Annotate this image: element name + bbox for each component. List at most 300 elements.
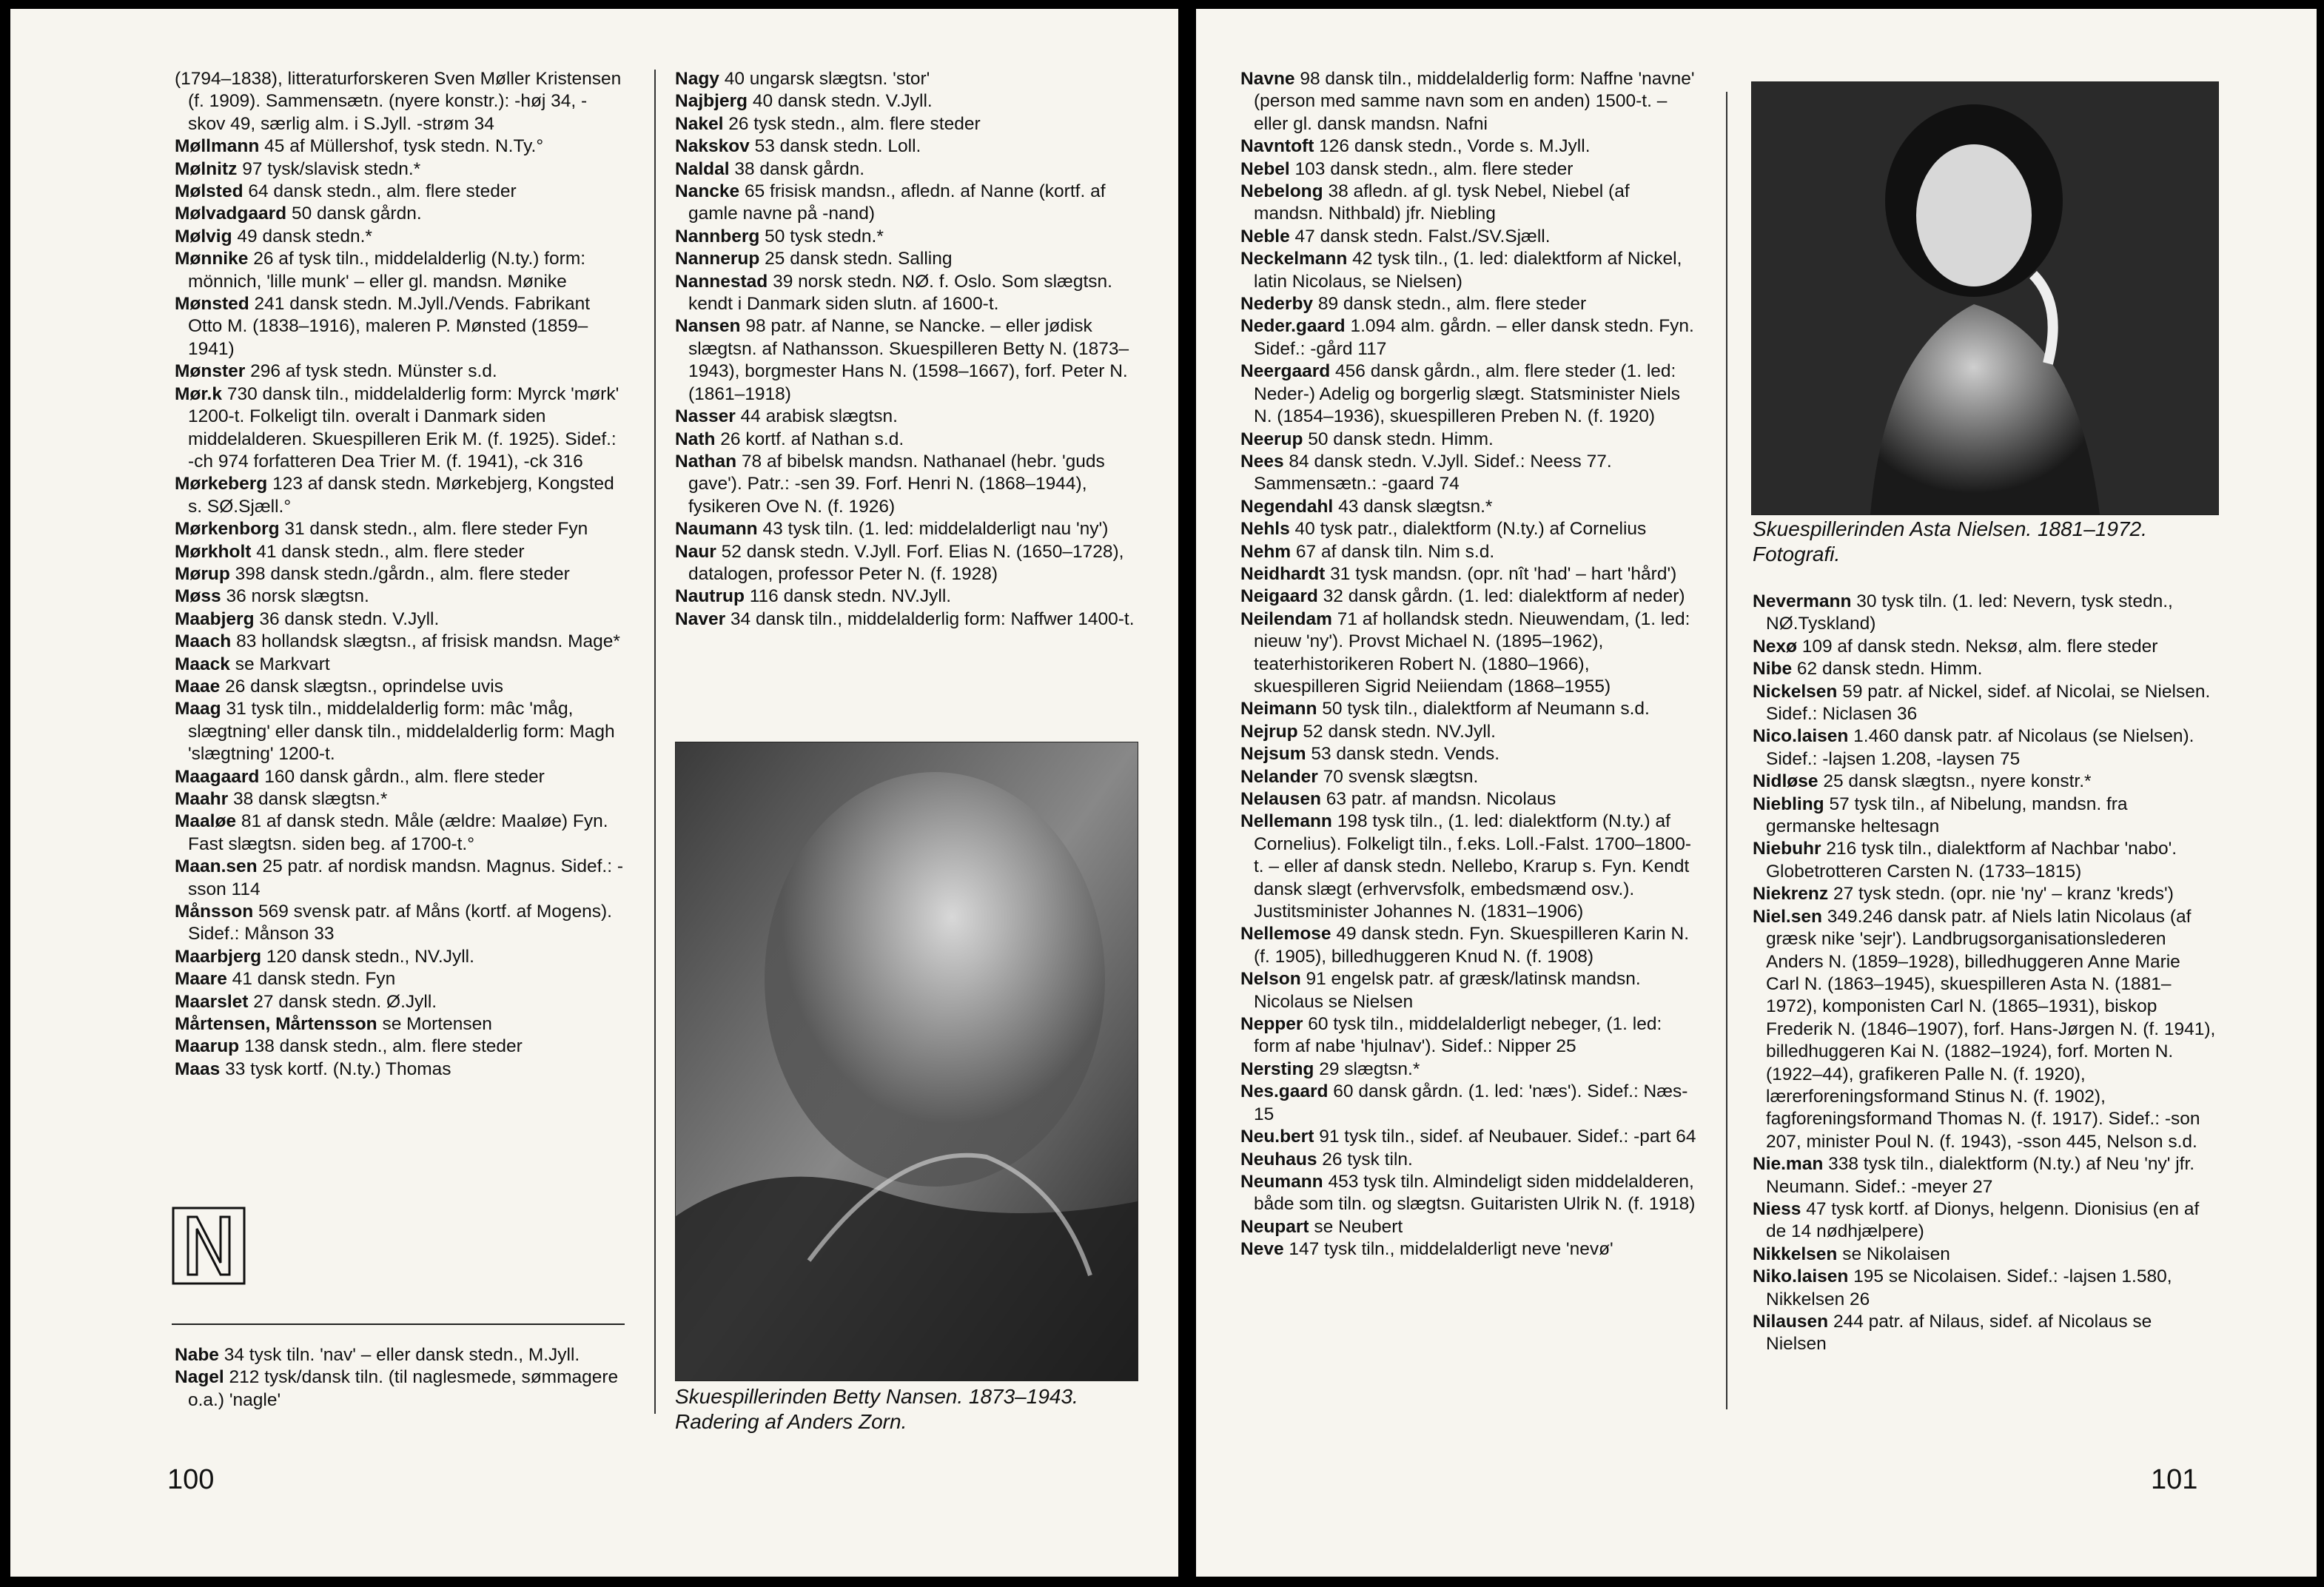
caption-betty-nansen: Skuespillerinden Betty Nansen. 1873–1943. Radering af Anders Zorn. (675, 1385, 1078, 1433)
entry (1240, 743, 1699, 765)
entry-text: 41 dansk stedn., alm. flere steder (256, 541, 525, 562)
entry-text: 216 tysk tiln., dialektform af Nachbar 'nabo'. Globetrotteren Carsten N. (1733–1815) (1766, 839, 2177, 882)
entry-headword: Navne (1240, 69, 1295, 89)
entry-headword: Neumann (1240, 1171, 1323, 1192)
entry-text: 26 af tysk tiln., middelalderlig (N.ty.) form: mönnich, 'lille munk' – eller gl. mandsn. Mønike (188, 249, 586, 292)
entry-headword: Nilausen (1753, 1312, 1829, 1332)
entry-text: 40 ungarsk slægtsn. 'stor' (724, 69, 930, 89)
left-column-2 (675, 68, 1138, 631)
entry-text: se Mortensen (382, 1014, 492, 1035)
entry-headword: Nersting (1240, 1058, 1314, 1079)
entry (1240, 68, 1699, 135)
entry-text: 147 tysk tiln., middelalderligt neve 'nevø' (1289, 1239, 1613, 1260)
entry (175, 248, 623, 293)
entry (1753, 883, 2216, 905)
entry (1240, 788, 1699, 811)
entry (675, 68, 1138, 90)
entry-text: 160 dansk gårdn., alm. flere steder (264, 766, 545, 787)
entry-headword: Nico.laisen (1753, 726, 1849, 747)
entry-headword: Nibe (1753, 659, 1793, 680)
column-separator-right (1726, 92, 1727, 1409)
entry (1240, 563, 1699, 586)
entry (175, 181, 623, 203)
entry-text: 57 tysk tiln., af Nibelung, mandsn. fra germanske heltesagn (1766, 794, 2128, 837)
entry-headword: Møss (175, 586, 221, 607)
entry-text: 45 af Müllershof, tysk stedn. N.Ty.° (264, 136, 544, 157)
entry-text: 25 patr. af nordisk mandsn. Magnus. Sidef.: -sson 114 (188, 856, 624, 899)
entry-text: 34 dansk tiln., middelalderlig form: Naffwer 1400-t. (730, 608, 1135, 629)
entry-headword: Mølvig (175, 226, 232, 246)
entry-text: 39 norsk stedn. NØ. f. Oslo. Som slægtsn. kendt i Danmark siden slutn. af 1600-t. (688, 271, 1112, 315)
entry-headword: Najbjerg (675, 91, 748, 112)
entry (175, 586, 623, 608)
entry (1240, 248, 1699, 293)
entry-text: 47 dansk stedn. Falst./SV.Sjæll. (1294, 226, 1551, 246)
entry-headword: Neidhardt (1240, 563, 1326, 584)
entry-text: 1.460 dansk patr. af Nicolaus (se Nielsen). Sidef.: -lajsen 1.208, -laysen 75 (1766, 726, 2194, 769)
entry-headword: Nederby (1240, 294, 1314, 315)
entry-headword: Neilendam (1240, 608, 1332, 629)
entry (175, 1344, 623, 1366)
entry-text: 36 norsk slægtsn. (226, 586, 369, 607)
entry (675, 541, 1138, 586)
entry-text: 32 dansk gårdn. (1. led: dialektform af neder) (1323, 586, 1685, 607)
entry-headword: Naldal (675, 158, 730, 179)
entry-headword: Nidløse (1753, 771, 1818, 792)
entry-text: 730 dansk tiln., middelalderlig form: Myrck 'mørk' 1200-t. Folkeligt tiln. overalt i Danmark siden middelalderen. Skuespilleren Erik M. (f. 1925). Sidef.: -ch 974 forfatteren Dea Trier M. (f. 1941), -ck 316 (188, 383, 619, 472)
entry-text: 98 dansk tiln., middelalderlig form: Naffne 'navne' (person med samme navn som en anden) 1500-t. – eller gl. dansk mandsn. Nafni (1254, 69, 1695, 134)
entry-text: 64 dansk stedn., alm. flere steder (248, 181, 517, 202)
entry (175, 811, 623, 856)
entry-headword: Nees (1240, 451, 1284, 472)
entry-text: 30 tysk tiln. (1. led: Nevern, tysk stedn., NØ.Tyskland) (1766, 591, 2173, 634)
entry-text: 71 af hollandsk stedn. Nieuwendam, (1. led: nieuw 'ny'). Provst Michael N. (1895–1962), teaterhistorikeren Robert N. (1880–1966), skuespilleren Sigrid Neiiendam (1868–1955) (1254, 608, 1690, 697)
entry-headword: Nakskov (675, 136, 750, 157)
entry-headword: Nathan (675, 451, 737, 472)
entry (1240, 429, 1699, 451)
entry-text: 244 patr. af Nilaus, sidef. af Nicolaus se Nielsen (1766, 1312, 2152, 1355)
entry-headword: Nagy (675, 69, 719, 89)
entry-headword: Nelson (1240, 969, 1301, 990)
entry-headword: Niebling (1753, 794, 1824, 814)
entry-text: 89 dansk stedn., alm. flere steder (1317, 294, 1587, 315)
entry-text: 52 dansk stedn. V.Jyll. Forf. Elias N. (1650–1728), datalogen, professor Peter N. (f. 1928) (688, 541, 1124, 584)
entry-text: 84 dansk stedn. V.Jyll. Sidef.: Neess 77. Sammensætn.: -gaard 74 (1254, 451, 1612, 494)
entry-text: 33 tysk kortf. (N.ty.) Thomas (225, 1058, 451, 1079)
entry-headword: Mørkenborg (175, 519, 280, 540)
entry-headword: Mølvadgaard (175, 204, 287, 224)
entry-text: 38 dansk gårdn. (734, 158, 865, 179)
entry-headword: Maan.sen (175, 856, 258, 877)
entry (675, 608, 1138, 631)
entry-headword: Nelander (1240, 766, 1318, 787)
page-number-left: 100 (167, 1464, 215, 1495)
entry-text: 31 dansk stedn., alm. flere steder Fyn (284, 519, 588, 540)
entry-text: 43 tysk tiln. (1. led: middelalderligt nau 'ny') (762, 519, 1109, 540)
entry (675, 451, 1138, 518)
entry (1753, 771, 2216, 793)
entry-headword: Niebuhr (1753, 839, 1821, 859)
entry (175, 676, 623, 698)
entry (175, 1058, 623, 1081)
entry-text: 53 dansk stedn. Vends. (1311, 744, 1500, 765)
entry (175, 541, 623, 563)
entry (1753, 1266, 2216, 1311)
entry (1753, 636, 2216, 658)
entry-text: 97 tysk/slavisk stedn.* (242, 158, 421, 179)
entry-headword: Maack (175, 654, 230, 674)
entry (1240, 158, 1699, 181)
entry-text: 453 tysk tiln. Almindeligt siden middelalderen, både som tiln. og slægtsn. Guitaristen Ulrik N. (f. 1918) (1254, 1171, 1696, 1215)
entry-headword: Naver (675, 608, 726, 629)
entry (1240, 1238, 1699, 1261)
entry-text: 78 af bibelsk mandsn. Nathanael (hebr. 'guds gave'). Patr.: -sen 39. Forf. Henri N. (1868–1944), fysikeren Ove N. (f. 1926) (688, 451, 1105, 517)
entry-text: 60 dansk gårdn. (1. led: 'næs'). Sidef.: Næs- 15 (1254, 1081, 1688, 1124)
entry-text: 569 svensk patr. af Måns (kortf. af Mogens). Sidef.: Månson 33 (188, 902, 612, 945)
entry-headword: Maahr (175, 789, 229, 809)
entry (1240, 518, 1699, 540)
entry (175, 360, 623, 383)
entry-headword: Nehls (1240, 519, 1290, 540)
entry-headword: Nepper (1240, 1014, 1303, 1035)
letter-divider (172, 1323, 625, 1325)
entry (675, 158, 1138, 181)
entry-text: 50 dansk stedn. Himm. (1308, 429, 1494, 449)
entry-headword: Niekrenz (1753, 884, 1829, 905)
entry (1240, 1149, 1699, 1171)
entry (1240, 360, 1699, 428)
entry-headword: Neupart (1240, 1216, 1309, 1237)
entry-headword: Naur (675, 541, 716, 562)
entry-headword: Neble (1240, 226, 1290, 246)
entry-text: 1.094 alm. gårdn. – eller dansk stedn. Fyn. Sidef.: -gård 117 (1254, 316, 1694, 359)
entry-text: 116 dansk stedn. NV.Jyll. (749, 586, 952, 607)
entry-headword: Nikkelsen (1753, 1244, 1838, 1264)
entry-text: se Nikolaisen (1842, 1244, 1950, 1264)
entry-headword: Nebelong (1240, 181, 1323, 202)
entry-text: 53 dansk stedn. Loll. (754, 136, 921, 157)
entry (675, 429, 1138, 451)
entry (1753, 906, 2216, 1153)
entry-headword: Maarbjerg (175, 946, 262, 967)
entry-headword: Nannestad (675, 271, 768, 292)
entry-headword: Nath (675, 429, 716, 449)
entry (175, 518, 623, 540)
entry-text: 49 dansk stedn.* (237, 226, 372, 246)
entry-headword: Niko.laisen (1753, 1266, 1849, 1287)
entry (1240, 135, 1699, 158)
entry-text: 63 patr. af mandsn. Nicolaus (1326, 789, 1556, 809)
entry (175, 901, 623, 946)
entry-text: 338 tysk tiln., dialektform (N.ty.) af Neu 'ny' jfr. Neumann. Sidef.: -meyer 27 (1766, 1154, 2195, 1197)
entry-text: 349.246 dansk patr. af Niels latin Nicolaus (af græsk nike 'sejr'). Landbrugsorganisationslederen Anders N. (1859–1928), billedhuggeren Anne Marie Carl N. (1863–1945), skuespilleren Asta N. (1881–1972), komponisten Carl N. (1865–1931), biskop Frederik N. (1846–1907), forf. Hans-Jørgen N. (f. 1941), billedhuggeren Kai N. (1882–1924), forf. Morten N. (1922–44), grafikeren Palle N. (f. 1920), lærerforeningsformand Stinus N. (f. 1902), fagforeningsformand Thomas N. (f. 1917). Sidef.: -son 207, minister Poul N. (f. 1943), -sson 445, Nelson s.d. (1766, 906, 2216, 1152)
entry-text: 103 dansk stedn., alm. flere steder (1294, 158, 1574, 179)
entry (175, 226, 623, 248)
entry-headword: Mørkeberg (175, 474, 268, 494)
entry (1240, 293, 1699, 315)
entry-headword: Maag (175, 699, 221, 719)
entry (1753, 658, 2216, 680)
entry-text: 120 dansk stedn., NV.Jyll. (266, 946, 474, 967)
entry-text: 40 dansk stedn. V.Jyll. (752, 91, 933, 112)
entry-headword: Neuhaus (1240, 1149, 1317, 1170)
entry (675, 271, 1138, 316)
left-column-1-bottom (175, 1344, 623, 1412)
entry-headword: Maarslet (175, 991, 249, 1012)
entry (675, 135, 1138, 158)
entry-text: 91 tysk tiln., sidef. af Neubauer. Sidef.: -part 64 (1319, 1127, 1696, 1147)
entry-text: 241 dansk stedn. M.Jyll./Vends. Fabrikant Otto M. (1838–1916), maleren P. Mønsted (1859–1941) (188, 294, 591, 359)
entry-headword: Nasser (675, 406, 736, 427)
left-column-1 (175, 68, 623, 1081)
entry (175, 991, 623, 1013)
page-number-right: 101 (2151, 1464, 2198, 1495)
entry (175, 766, 623, 788)
entry (1240, 698, 1699, 720)
column-separator (654, 70, 656, 1414)
entry (1240, 541, 1699, 563)
entry (175, 203, 623, 225)
entry-text: 42 tysk tiln., (1. led: dialektform af Nickel, latin Nicolaus, se Nielsen) (1254, 249, 1682, 292)
entry-text: 38 afledn. af gl. tysk Nebel, Niebel (af mandsn. Nithbald) jfr. Niebling (1254, 181, 1630, 224)
entry-headword: Nejrup (1240, 721, 1298, 742)
entry (675, 315, 1138, 406)
entry (175, 856, 623, 901)
entry-text: 138 dansk stedn., alm. flere steder (244, 1036, 523, 1057)
entry-headword: Nellemann (1240, 811, 1332, 832)
entry-headword: Maae (175, 676, 221, 697)
entry-text: 98 patr. af Nanne, se Nancke. – eller jødisk slægtsn. af Nathansson. Skuespilleren Betty N. (1873–1943), borgmester Hans N. (1598–1667), forf. Peter N. (1861–1918) (688, 316, 1129, 404)
entry (175, 473, 623, 518)
entry (175, 1013, 623, 1036)
entry-headword: Maagaard (175, 766, 260, 787)
entry (175, 68, 623, 135)
entry-text: 65 frisisk mandsn., afledn. af Nanne (kortf. af gamle navne på -nand) (688, 181, 1106, 224)
entry (1240, 1058, 1699, 1081)
entry (675, 248, 1138, 270)
entry (1240, 721, 1699, 743)
entry (175, 158, 623, 181)
right-page (1196, 9, 2317, 1577)
entry-headword: Mønster (175, 361, 246, 382)
entry-headword: Nehm (1240, 541, 1292, 562)
entry-headword: Nie.man (1753, 1154, 1824, 1175)
entry (675, 181, 1138, 226)
entry (175, 968, 623, 990)
entry-text: 25 dansk stedn. Salling (765, 249, 953, 269)
entry (1240, 923, 1699, 968)
entry (175, 1036, 623, 1058)
entry-text: 29 slægtsn.* (1319, 1058, 1420, 1079)
entry (1753, 1244, 2216, 1266)
entry-headword: Mønsted (175, 294, 249, 315)
entry-headword: Nagel (175, 1367, 224, 1388)
entry (675, 406, 1138, 428)
entry-text: 62 dansk stedn. Himm. (1796, 659, 1983, 680)
right-column-2 (1753, 591, 2216, 1356)
entry (1753, 681, 2216, 726)
entry-headword: Maaløe (175, 811, 237, 832)
entry-text: 83 hollandsk slægtsn., af frisisk mandsn. Mage* (236, 631, 620, 652)
entry-headword: Maach (175, 631, 232, 652)
entry-text: 43 dansk slægtsn.* (1338, 496, 1493, 517)
entry (175, 135, 623, 158)
entry-headword: Nickelsen (1753, 681, 1838, 702)
entry (1240, 1081, 1699, 1126)
entry-text: 44 arabisk slægtsn. (740, 406, 898, 427)
left-page (10, 9, 1178, 1577)
entry-headword: Neder.gaard (1240, 316, 1346, 337)
caption-asta-nielsen: Skuespillerinden Asta Nielsen. 1881–1972. Fotografi. (1753, 517, 2147, 566)
entry (675, 113, 1138, 135)
entry-headword: Mølnitz (175, 158, 238, 179)
entry (1240, 766, 1699, 788)
entry-text: 52 dansk stedn. NV.Jyll. (1303, 721, 1496, 742)
entry (1753, 838, 2216, 883)
entry-text: 26 kortf. af Nathan s.d. (720, 429, 904, 449)
entry (1753, 794, 2216, 839)
entry-text: 26 tysk stedn., alm. flere steder (728, 113, 981, 134)
entry-headword: Maas (175, 1058, 221, 1079)
entry-headword: Maarup (175, 1036, 240, 1057)
entry (1240, 1013, 1699, 1058)
entry-text: 67 af dansk tiln. Nim s.d. (1295, 541, 1495, 562)
entry-headword: Neve (1240, 1239, 1284, 1260)
entry-headword: Nevermann (1753, 591, 1852, 611)
entry (1240, 226, 1699, 248)
entry-text: 91 engelsk patr. af græsk/latinsk mandsn. Nicolaus se Nielsen (1254, 969, 1641, 1012)
entry-headword: Naumann (675, 519, 758, 540)
entry-headword: Nansen (675, 316, 741, 337)
entry-text: 126 dansk stedn., Vorde s. M.Jyll. (1319, 136, 1591, 157)
entry (1240, 1171, 1699, 1216)
letter-heading-n (172, 1207, 246, 1285)
entry-headword: Mørup (175, 563, 230, 584)
entry (675, 518, 1138, 540)
entry-text: 123 af dansk stedn. Mørkebjerg, Kongsted s. SØ.Sjæll.° (188, 474, 614, 517)
entry (1240, 496, 1699, 518)
entry-headword: Mør.k (175, 383, 222, 404)
entry-text: 31 tysk tiln., middelalderlig form: mâc 'måg, slægtning' eller dansk tiln., middelalderlig form: Magh 'slægtning' 1200-t. (188, 699, 615, 765)
entry-headword: Niel.sen (1753, 906, 1822, 927)
entry-text: 27 tysk stedn. (opr. nie 'ny' – kranz 'kreds') (1833, 884, 2174, 905)
entry-text: 195 se Nicolaisen. Sidef.: -lajsen 1.580, Nikkelsen 26 (1766, 1266, 2172, 1309)
entry (175, 788, 623, 811)
entry-headword: Mårtensen, Mårtensson (175, 1014, 377, 1035)
entry (1753, 1311, 2216, 1356)
entry (175, 631, 623, 653)
entry-headword: Nautrup (675, 586, 745, 607)
entry (175, 383, 623, 474)
entry-text: 50 tysk tiln., dialektform af Neumann s.d. (1322, 699, 1650, 719)
entry-text: 212 tysk/dansk tiln. (til naglesmede, sømmagere o.a.) 'nagle' (188, 1367, 619, 1410)
entry-headword: Maabjerg (175, 608, 255, 629)
entry (175, 563, 623, 586)
entry-text: 31 tysk mandsn. (opr. nît 'had' – hart 'hård') (1330, 563, 1677, 584)
entry-text: 70 svensk slægtsn. (1323, 766, 1479, 787)
betty-nansen-etching (675, 742, 1138, 1381)
entry (175, 293, 623, 360)
entry (1753, 1198, 2216, 1244)
entry-headword: Neckelmann (1240, 249, 1348, 269)
entry-text: 198 tysk tiln., (1. led: dialektform (N.ty.) af Cornelius). Folkeligt tiln., f.eks. Loll.-Falst. 1700–1800-t. – eller af dansk stedn. Nellebo, Krarup s. Fyn. Kendt dansk slægt (erhvervsfolk, embedsmænd osv.). Justitsminister Johannes N. (1831–1906) (1254, 811, 1691, 922)
entry (1240, 586, 1699, 608)
entry-headword: Nellemose (1240, 924, 1331, 945)
entry-text: 34 tysk tiln. 'nav' – eller dansk stedn., M.Jyll. (224, 1345, 580, 1365)
entry-headword: Maare (175, 969, 227, 990)
entry-headword: Neergaard (1240, 361, 1331, 382)
entry-text: 398 dansk stedn./gårdn., alm. flere steder (235, 563, 570, 584)
entry-text: 26 tysk tiln. (1322, 1149, 1413, 1170)
entry-headword: Nannberg (675, 226, 760, 246)
entry-text: 59 patr. af Nickel, sidef. af Nicolai, se Nielsen. Sidef.: Niclasen 36 (1766, 681, 2211, 725)
entry-headword: Nexø (1753, 636, 1797, 657)
entry (175, 946, 623, 968)
entry (175, 654, 623, 676)
entry (175, 698, 623, 765)
entry (1240, 1216, 1699, 1238)
entry (175, 608, 623, 631)
entry-text: 25 dansk slægtsn., nyere konstr.* (1823, 771, 2092, 792)
entry-headword: Niess (1753, 1198, 1801, 1219)
entry-headword: Nebel (1240, 158, 1290, 179)
entry-headword: Mørkholt (175, 541, 252, 562)
entry-text: 109 af dansk stedn. Neksø, alm. flere steder (1801, 636, 2158, 657)
entry-text: 38 dansk slægtsn.* (232, 789, 388, 809)
entry (1240, 451, 1699, 496)
entry (675, 226, 1138, 248)
entry (1753, 1153, 2216, 1198)
entry (1240, 811, 1699, 923)
entry-headword: Navntoft (1240, 136, 1314, 157)
entry-headword: Mønnike (175, 249, 249, 269)
entry-text: se Neubert (1314, 1216, 1403, 1237)
entry-headword: Neu.bert (1240, 1127, 1314, 1147)
entry-headword: Nancke (675, 181, 740, 202)
entry-headword: Møllmann (175, 136, 260, 157)
entry-text: 456 dansk gårdn., alm. flere steder (1. led: Neder-) Adelig og borgerlig slægt. Statsminister Niels N. (1854–1936), skuespilleren Preben N. (f. 1920) (1254, 361, 1680, 427)
entry (1753, 591, 2216, 636)
entry-headword: Nejsum (1240, 744, 1306, 765)
entry-headword: Nelausen (1240, 789, 1321, 809)
entry (675, 586, 1138, 608)
entry-text: (1794–1838), litteraturforskeren Sven Møller Kristensen (f. 1909). Sammensætn. (nyere konstr.): -høj 34, -skov 49, særlig alm. i S.Jyll. -strøm 34 (175, 69, 622, 134)
entry-text: 27 dansk stedn. Ø.Jyll. (253, 991, 437, 1012)
right-column-1 (1240, 68, 1699, 1261)
entry-headword: Nakel (675, 113, 724, 134)
entry-headword: Neigaard (1240, 586, 1318, 607)
entry (675, 90, 1138, 113)
entry (1240, 608, 1699, 699)
entry-headword: Neimann (1240, 699, 1317, 719)
entry-text: 50 dansk gårdn. (291, 204, 422, 224)
entry-text: 81 af dansk stedn. Måle (ældre: Maaløe) Fyn. Fast slægtsn. siden beg. af 1700-t.° (188, 811, 608, 854)
entry-text: 50 tysk stedn.* (765, 226, 884, 246)
entry-headword: Nes.gaard (1240, 1081, 1329, 1102)
entry-text: 296 af tysk stedn. Münster s.d. (250, 361, 497, 382)
entry-text: 26 dansk slægtsn., oprindelse uvis (225, 676, 503, 697)
entry-headword: Negendahl (1240, 496, 1334, 517)
entry-text: 41 dansk stedn. Fyn (232, 969, 396, 990)
entry-text: 49 dansk stedn. Fyn. Skuespilleren Karin N. (f. 1905), billedhuggeren Knud N. (f. 1908) (1254, 924, 1690, 967)
entry-headword: Mølsted (175, 181, 244, 202)
entry-text: se Markvart (235, 654, 330, 674)
entry-headword: Nabe (175, 1345, 219, 1365)
asta-nielsen-photograph (1751, 81, 2219, 515)
entry (1240, 181, 1699, 226)
entry-text: 36 dansk stedn. V.Jyll. (259, 608, 440, 629)
entry (175, 1366, 623, 1412)
